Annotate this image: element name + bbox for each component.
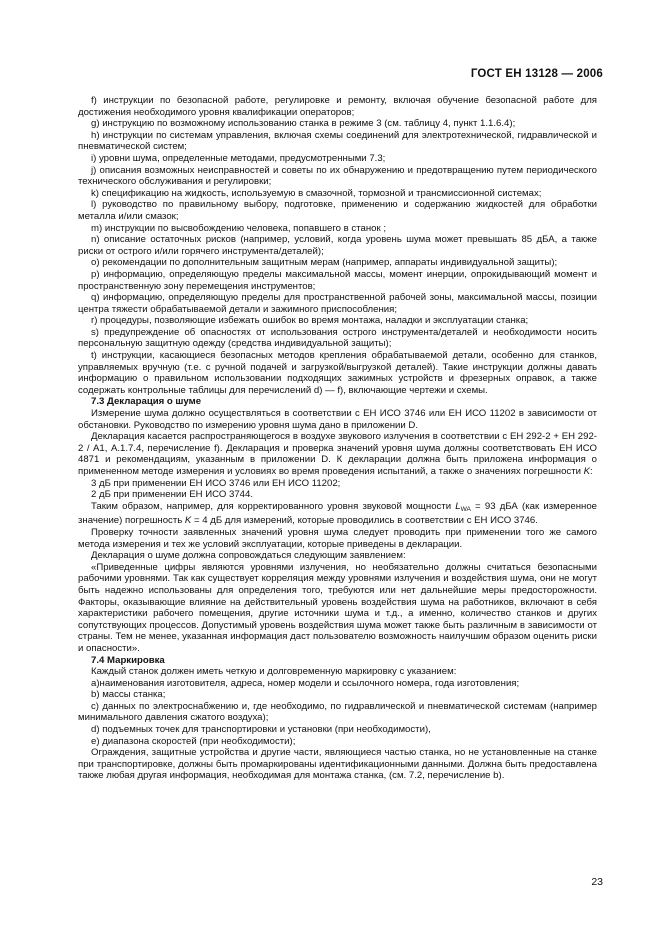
list-item: g) инструкцию по возможному использованию станка в режиме 3 (см. таблицу 4, пункт 1.1.6.4); xyxy=(91,118,516,130)
page-number: 23 xyxy=(591,876,603,888)
list-item: q) информацию, определяющую пределы для пространственной рабочей зоны, максимальной массы, позиции центра тяжести обрабатываемой детали и зажимного приспособления; xyxy=(78,292,597,315)
subscript-wa: WA xyxy=(460,505,471,513)
paragraph xyxy=(78,501,597,527)
list-item: c) данных по электроснабжению и, где необходимо, по гидравлической и пневматической системам (например минимального давления сжатого воздуха); xyxy=(78,700,597,724)
list-item: s) предупреждение об опасностях от использования острого инструмента/деталей и необходимости носить персональную защитную одежду (средства индивидуальной защиты); xyxy=(78,326,597,350)
list-item: b) массы станка; xyxy=(91,689,166,701)
document-header: ГОСТ ЕН 13128 — 2006 xyxy=(470,68,603,80)
paragraph: Каждый станок должен иметь четкую и долговременную маркировку с указанием: xyxy=(91,666,457,678)
list-item: j) описания возможных неисправностей и советы по их обнаружению и предотвращению путем периодического технического обслуживания и регулировки; xyxy=(78,164,597,188)
document-body xyxy=(78,95,597,782)
paragraph: 2 дБ при применении ЕН ИСО 3744. xyxy=(91,489,253,501)
section-heading-marking: 7.4 Маркировка xyxy=(91,654,165,666)
quote-paragraph: «Приведенные цифры являются уровнями излучения, но необязательно должны считаться безопасными рабочими уровнями. Так как существует корреляция между уровнями излучения и воздействия шума, они не могут быть надежно использованы для определения того, требуются или нет дальнейшие меры предосторожности. Факторы, оказывающие влияние на действительный уровень воздействия шума на работников, включают в себя характеристики рабочего помещения, другие источники шума и т.д., а именно, количество станков и других сопутствующих процессов. Допустимый уровень воздействия шума может также быть различным в зависимости от страны. Тем не менее, указанная информация даст пользователю возможность наилучшим образом оценить риски и опасности». xyxy=(78,561,597,654)
paragraph: Декларация о шуме должна сопровождаться следующим заявлением: xyxy=(91,550,406,562)
list-item: m) инструкции по высвобождению человека, попавшего в станок ; xyxy=(91,222,386,234)
list-item: f) инструкции по безопасной работе, регулировке и ремонту, включая обучение безопасной работе для достижения необходимого уровня квалификации операторов; xyxy=(78,95,597,118)
section-heading-noise: 7.3 Декларация о шуме xyxy=(91,396,202,408)
list-item: i) уровни шума, определенные методами, предусмотренными 7.3; xyxy=(91,152,386,164)
paragraph-text: Таким образом, например, для корректированного уровня звуковой мощности xyxy=(91,500,456,512)
list-item: t) инструкции, касающиеся безопасных методов крепления обрабатываемой детали, особенно для станков, управляемых вручную (т.е. с ручной подачей и загрузкой/выгрузкой деталей). Такие инструкции должны давать информацию о правильном использовании подходящих зажимных устройств и фрезерных оправок, а также содержать контрольные таблицы для перечислений d) — f), включающие чертежи и схемы. xyxy=(78,350,597,396)
list-item: d) подъемных точек для транспортировки и установки (при необходимости), xyxy=(91,724,431,736)
paragraph-text: Декларация касается распространяющегося в воздухе звукового излучения в соответствии с ЕН 292-2 + ЕН 292-2 / А1, А.1.7.4, перечисление f). Декларация и проверка значений уровня шума должны соответствовать ЕН ИСО 4871 и рекомендациям, указанным в приложении D. К декларации должна быть приложена информация о примененном методе измерения и условиях во время проведения испытаний, а также о значениях погрешности xyxy=(78,431,597,477)
list-item: p) информацию, определяющую пределы максимальной массы, момент инерции, опрокидывающий момент и пространственную зону перемещения инструментов; xyxy=(78,268,597,292)
list-item: e) диапазона скоростей (при необходимости); xyxy=(91,735,296,747)
list-item: а)наименования изготовителя, адреса, номер модели и ссылочного номера, года изготовления; xyxy=(91,677,520,689)
paragraph-text: : xyxy=(590,466,593,477)
paragraph-text: = 4 дБ для измерений, которые проводились в соответствии с ЕН ИСО 3746. xyxy=(191,515,538,527)
symbol-l: L xyxy=(455,500,461,512)
paragraph: 3 дБ при применении ЕН ИСО 3746 или ЕН ИСО 11202; xyxy=(91,477,341,489)
list-item: h) инструкции по системам управления, включая схемы соединений для электротехнической, гидравлической и пневматической систем; xyxy=(78,129,597,153)
paragraph: Проверку точности заявленных значений уровня шума следует проводить при применении того же самого метода измерения и тех же условий эксплуатации, которые приведены в декларации. xyxy=(78,526,597,550)
paragraph xyxy=(78,431,597,477)
paragraph-text: = 93 дБА (как измеренное значение) погрешность xyxy=(78,500,597,527)
list-item: o) рекомендации по дополнительным защитным мерам (например, аппараты индивидуальной защиты); xyxy=(91,257,558,269)
symbol-k: K xyxy=(583,466,591,477)
list-item: r) процедуры, позволяющие избежать ошибок во время монтажа, наладки и эксплуатации станка; xyxy=(91,315,529,327)
list-item: k) спецификацию на жидкость, используемую в смазочной, тормозной и трансмиссионной системах; xyxy=(91,187,542,199)
symbol-k: K xyxy=(184,515,192,527)
list-item: n) описание остаточных рисков (например, условий, когда уровень шума может превышать 85 дБА, а также риски от острого и/или горячего инструмента/деталей); xyxy=(78,234,597,257)
paragraph: Ограждения, защитные устройства и другие части, являющиеся частью станка, но не установленные на станке при транспортировке, должны быть промаркированы идентификационными данными. Должна быть предоставлена также любая другая информация, необходимая для монтажа станка, (см. 7.2, перечисление b). xyxy=(78,747,597,782)
paragraph: Измерение шума должно осуществляться в соответствии с ЕН ИСО 3746 или ЕН ИСО 11202 в зависимости от обстановки. Руководство по измерению уровня шума дано в приложении D. xyxy=(78,408,597,431)
list-item: l) руководство по правильному выбору, подготовке, применению и содержанию жидкостей для обработки металла и/или смазок; xyxy=(78,199,597,222)
